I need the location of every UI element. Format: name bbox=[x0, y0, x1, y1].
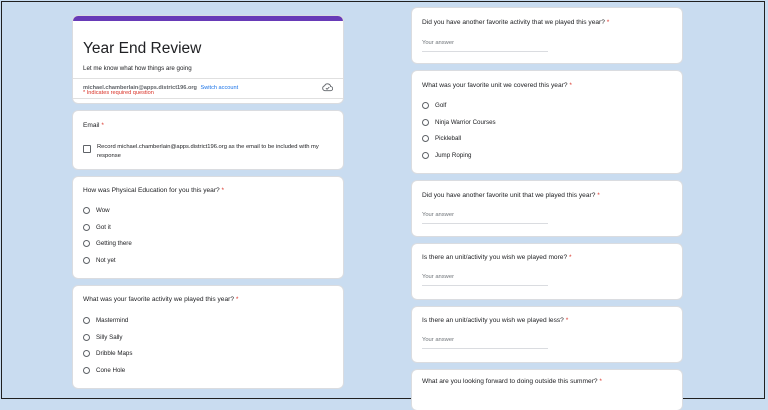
wish-more-label: Is there an unit/activity you wish we played more? bbox=[422, 254, 568, 261]
radio-option[interactable] bbox=[83, 255, 116, 265]
radio-option[interactable] bbox=[83, 348, 132, 358]
radio-button[interactable] bbox=[83, 350, 90, 357]
option-label: Wow bbox=[96, 206, 110, 214]
pe-question-label: How was Physical Education for you this year? bbox=[83, 187, 220, 194]
question-title bbox=[422, 82, 572, 89]
question-title bbox=[83, 187, 224, 194]
form-description: Let me know what how things are going bbox=[83, 65, 192, 72]
email-label: Email bbox=[83, 122, 100, 129]
required-note: * Indicates required question bbox=[83, 90, 154, 96]
question-title bbox=[422, 254, 572, 261]
question-title bbox=[83, 122, 104, 129]
cloud-done-icon bbox=[322, 83, 333, 92]
summer-label: What are you looking forward to doing outside this summer? bbox=[422, 378, 598, 385]
radio-option[interactable] bbox=[422, 133, 461, 143]
activity-question-card bbox=[73, 286, 343, 388]
account-email: michael.chamberlain@apps.district196.org bbox=[83, 85, 197, 91]
required-star: * bbox=[221, 187, 225, 194]
option-label: Silly Sally bbox=[96, 333, 123, 341]
another-unit-input[interactable]: Your answer bbox=[422, 212, 548, 224]
required-star: * bbox=[569, 82, 572, 89]
option-label: Golf bbox=[435, 101, 447, 109]
required-star: * bbox=[235, 296, 239, 303]
another-activity-card bbox=[412, 8, 682, 63]
wish-less-input[interactable]: Your answer bbox=[422, 337, 548, 349]
question-title bbox=[422, 317, 568, 324]
header-divider bbox=[73, 78, 343, 79]
unit-question-label: What was your favorite unit we covered this year? bbox=[422, 82, 568, 89]
radio-button[interactable] bbox=[422, 119, 429, 126]
radio-button[interactable] bbox=[422, 135, 429, 142]
activity-question-label: What was your favorite activity we played this year? bbox=[83, 296, 234, 303]
question-title bbox=[422, 378, 602, 385]
option-label: Ninja Warrior Courses bbox=[435, 118, 496, 126]
another-unit-card bbox=[412, 181, 682, 236]
required-star: * bbox=[606, 19, 610, 26]
pe-question-card bbox=[73, 177, 343, 278]
radio-button[interactable] bbox=[83, 367, 90, 374]
radio-button[interactable] bbox=[422, 102, 429, 109]
radio-button[interactable] bbox=[83, 207, 90, 214]
radio-button[interactable] bbox=[83, 240, 90, 247]
radio-button[interactable] bbox=[83, 257, 90, 264]
wish-more-card bbox=[412, 244, 682, 299]
option-label: Jump Roping bbox=[435, 151, 472, 159]
accent-bar bbox=[73, 16, 343, 21]
option-label: Mastermind bbox=[96, 316, 129, 324]
radio-option[interactable] bbox=[83, 332, 122, 342]
unit-question-card bbox=[412, 71, 682, 173]
required-star: * bbox=[101, 122, 104, 129]
radio-option[interactable] bbox=[83, 315, 128, 325]
required-star: * bbox=[597, 192, 600, 199]
option-label: Cone Hole bbox=[96, 366, 126, 374]
wish-more-input[interactable]: Your answer bbox=[422, 274, 548, 286]
required-star: * bbox=[599, 378, 602, 385]
form-title: Year End Review bbox=[83, 40, 202, 57]
radio-button[interactable] bbox=[83, 224, 90, 231]
record-email-label: Record michael.chamberlain@apps.district196.org as the email to be included with my response bbox=[97, 144, 319, 159]
radio-option[interactable] bbox=[83, 238, 132, 248]
option-label: Not yet bbox=[96, 256, 116, 264]
radio-option[interactable] bbox=[83, 205, 110, 215]
question-title bbox=[422, 192, 600, 199]
option-label: Got it bbox=[96, 223, 111, 231]
email-question-card bbox=[73, 111, 343, 169]
radio-option[interactable] bbox=[422, 100, 446, 110]
radio-option[interactable] bbox=[422, 117, 496, 127]
option-label: Getting there bbox=[96, 239, 132, 247]
radio-option[interactable] bbox=[83, 365, 125, 375]
required-star: * bbox=[565, 317, 569, 324]
wish-less-label: Is there an unit/activity you wish we played less? bbox=[422, 317, 564, 324]
option-label: Dribble Maps bbox=[96, 349, 133, 357]
record-email-checkbox[interactable] bbox=[83, 145, 91, 153]
switch-account-link[interactable]: Switch account bbox=[200, 85, 239, 91]
summer-card bbox=[412, 370, 682, 410]
radio-option[interactable] bbox=[83, 222, 111, 232]
another-unit-label: Did you have another favorite unit that we played this year? bbox=[422, 192, 596, 199]
radio-button[interactable] bbox=[83, 334, 90, 341]
another-activity-label: Did you have another favorite activity that we played this year? bbox=[422, 19, 605, 26]
required-star: * bbox=[568, 254, 572, 261]
question-title bbox=[422, 19, 609, 26]
wish-less-card bbox=[412, 307, 682, 362]
radio-button[interactable] bbox=[422, 152, 429, 159]
radio-button[interactable] bbox=[83, 317, 90, 324]
option-label: Pickleball bbox=[435, 134, 462, 142]
radio-option[interactable] bbox=[422, 150, 471, 160]
another-activity-input[interactable]: Your answer bbox=[422, 40, 548, 52]
question-title bbox=[83, 296, 238, 303]
account-divider bbox=[73, 98, 343, 99]
